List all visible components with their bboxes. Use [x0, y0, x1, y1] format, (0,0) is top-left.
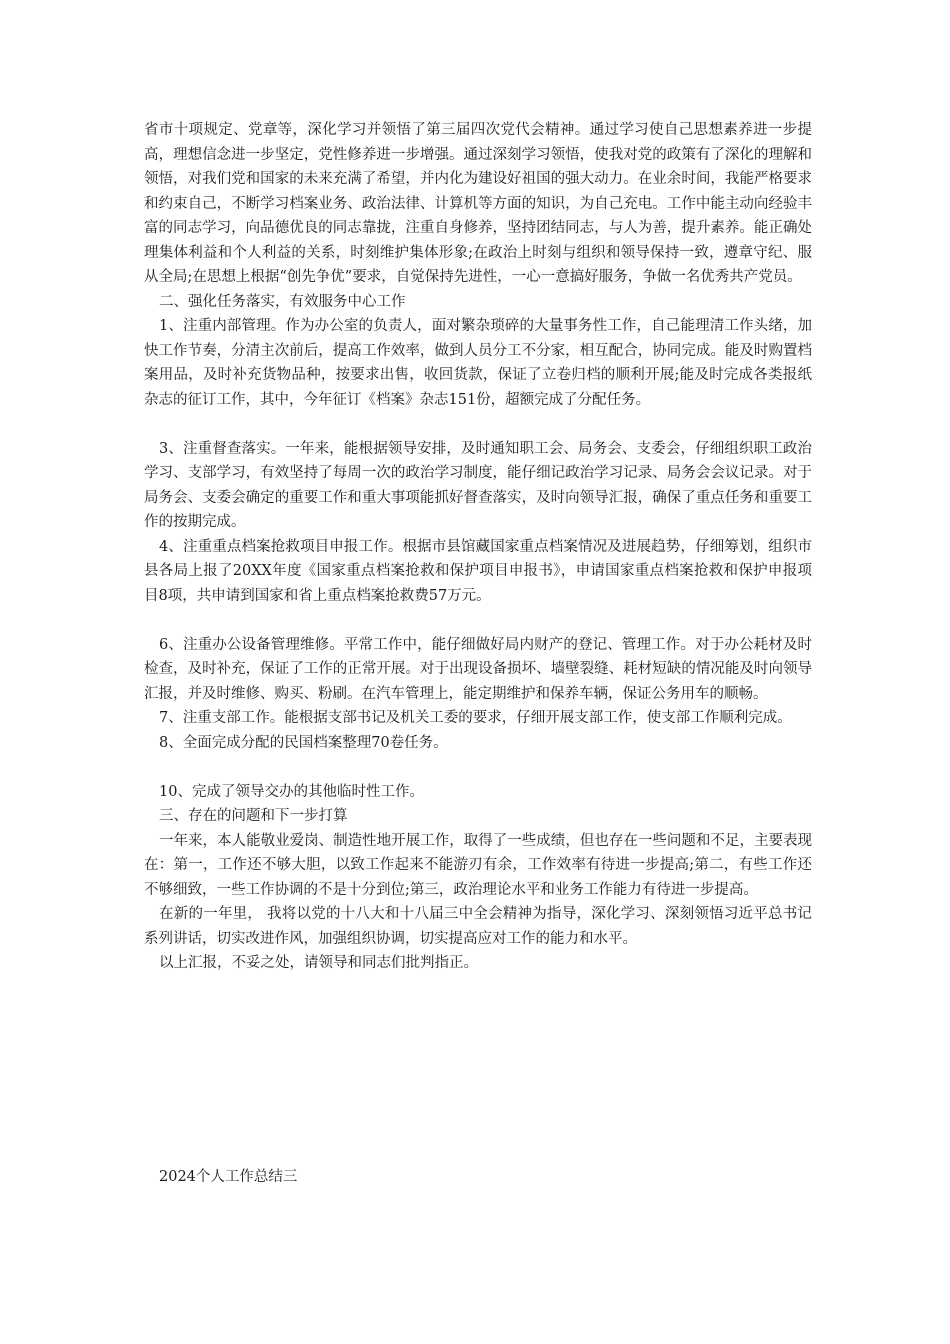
paragraph-temporary-work: 10、完成了领导交办的其他临时性工作。 [159, 783, 424, 800]
paragraph-office-equipment: 6、注重办公设备管理维修。平常工作中，能仔细做好局内财产的登记、管理工作。对于办公耗材及时检查，及时补充，保证了工作的正常开展。对于出现设备损坏、墙壁裂缝、耗材短缺的情况能及时向领导汇报，并及时维修、购买、粉刷。在汽车管理上，能定期维护和保养车辆，保证公务用车的顺畅。 [144, 636, 812, 702]
document-body [144, 118, 812, 976]
paragraph-gap [144, 755, 812, 780]
section-heading-problems-plans: 三、存在的问题和下一步打算 [159, 808, 348, 824]
paragraph-party-study: 省市十项规定、党章等，深化学习并领悟了第三届四次党代会精神。通过学习使自己思想素养进一步提高，理想信念进一步坚定，党性修养进一步增强。通过深刻学习领悟，使我对党的政策有了深化的理解和领悟，对我们党和国家的未来充满了希望，并内化为建设好祖国的强大动力。在业余时间，我能严格要求和约束自己，不断学习档案业务、政治法律、计算机等方面的知识，为自己充电。工作中能主动向经验丰富的同志学习，向品德优良的同志靠拢，注重自身修养，坚持团结同志，与人为善，提升素养。能正确处理集体利益和个人利益的关系，时刻维护集体形象;在政治上时刻与组织和领导保持一致，遵章守纪、服从全局;在思想上根据“创先争优”要求，自觉保持先进性，一心一意搞好服务，争做一名优秀共产党员。 [144, 122, 812, 285]
paragraph-closing: 以上汇报，不妥之处，请领导和同志们批判指正。 [159, 955, 478, 971]
paragraph-new-year: 在新的一年里， 我将以党的十八大和十八届三中全会精神为指导，深化学习、深刻领悟习近平总书记系列讲话，切实改进作风，加强组织协调，切实提高应对工作的能力和水平。 [144, 906, 812, 947]
paragraph-internal-management: 1、注重内部管理。作为办公室的负责人，面对繁杂琐碎的大量事务性工作，自己能理清工作头绪，加快工作节奏，分清主次前后，提高工作效率，做到人员分工不分家，相互配合，协同完成。能及时购置档案用品，及时补充货物品种，按要求出售，收回货款，保证了立卷归档的顺利开展;能及时完成各类报纸杂志的征订工作，其中，今年征订《档案》杂志151份，超额完成了分配任务。 [144, 318, 812, 408]
next-section-title: 2024个人工作总结三 [159, 1169, 298, 1185]
paragraph-branch-work: 7、注重支部工作。能根据支部书记及机关工委的要求，仔细开展支部工作，使支部工作顺利完成。 [159, 710, 792, 726]
section-heading-task-implementation: 二、强化任务落实，有效服务中心工作 [159, 293, 406, 310]
paragraph-archive-rescue: 4、注重重点档案抢救项目申报工作。根据市县馆藏国家重点档案情况及进展趋势，仔细筹划，组织市县各局上报了20XX年度《国家重点档案抢救和保护项目申报书》，申请国家重点档案抢救和保护申报项目8项，共申请到国家和省上重点档案抢救费57万元。 [144, 538, 812, 604]
paragraph-supervision: 3、注重督查落实。一年来，能根据领导安排，及时通知职工会、局务会、支委会，仔细组织职工政治学习、支部学习，有效坚持了每周一次的政治学习制度，能仔细记政治学习记录、局务会会议记录。对于局务会、支委会确定的重要工作和重大事项能抓好督查落实，及时向领导汇报，确保了重点任务和重要工作的按期完成。 [144, 440, 812, 530]
paragraph-gap [144, 412, 812, 437]
paragraph-problems: 一年来，本人能敬业爱岗、制造性地开展工作，取得了一些成绩，但也存在一些问题和不足，主要表现在：第一，工作还不够大胆，以致工作起来不能游刃有余，工作效率有待进一步提高;第二，有些工作还不够细致，一些工作协调的不是十分到位;第三，政治理论水平和业务工作能力有待进一步提高。 [144, 832, 812, 898]
paragraph-republic-archives: 8、全面完成分配的民国档案整理70卷任务。 [159, 734, 448, 751]
paragraph-gap [144, 608, 812, 633]
